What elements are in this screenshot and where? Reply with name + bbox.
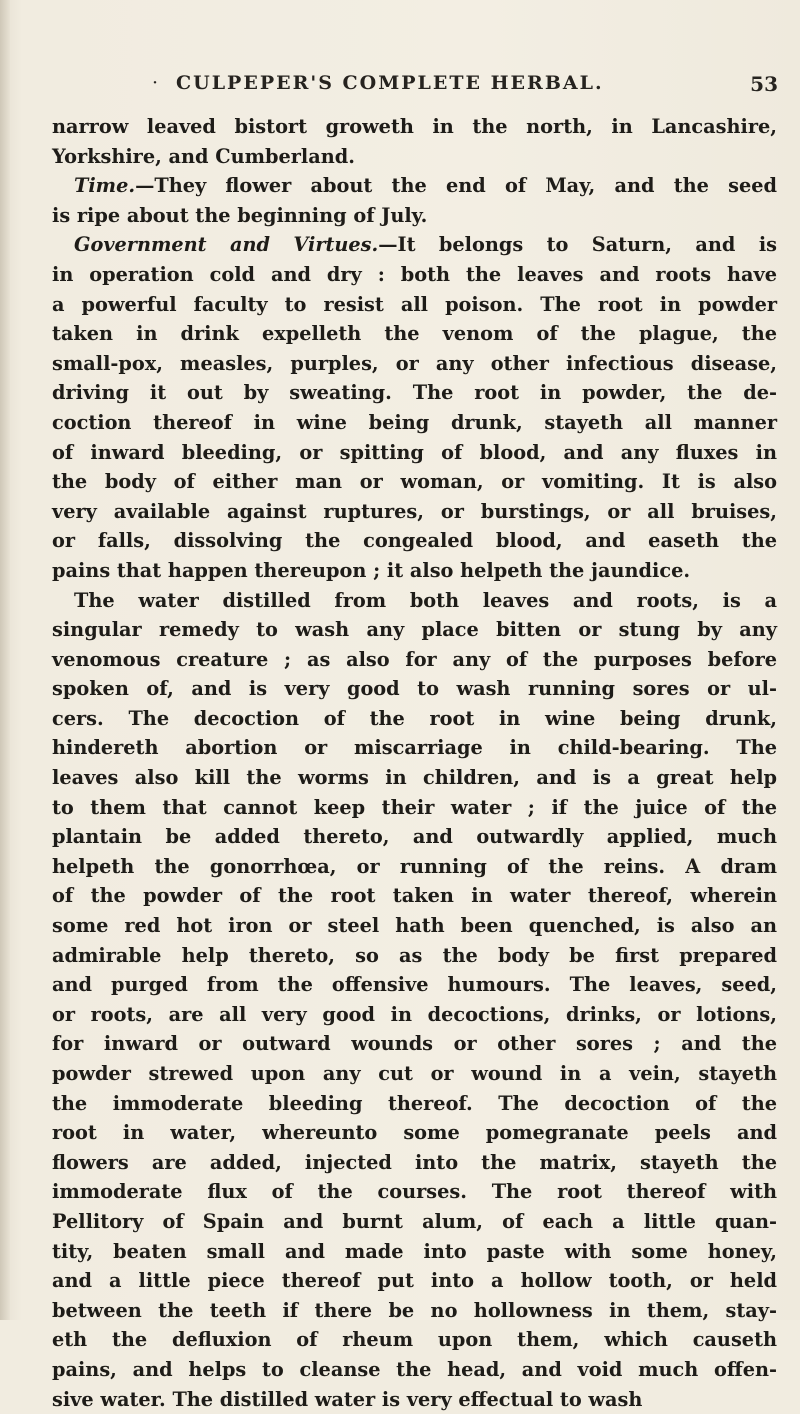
text-line: tity, beaten small and made into paste with some honey, xyxy=(52,1239,777,1263)
header-dot: · xyxy=(152,72,159,94)
text-segment: —They flower about the end of May, and the seed xyxy=(135,174,777,198)
text-line: driving it out by sweating. The root in powder, the de- xyxy=(52,381,777,405)
text-line: immoderate flux of the courses. The root thereof with xyxy=(52,1180,777,1204)
text-line: cers. The decoction of the root in wine being drunk, xyxy=(52,706,777,730)
text-line: venomous creature ; as also for any of the purposes before xyxy=(52,647,777,671)
text-line: Yorkshire, and Cumberland. xyxy=(52,144,355,168)
text-line: The water distilled from both leaves and roots, is a xyxy=(74,588,777,612)
page-header xyxy=(52,72,778,112)
text-line: is ripe about the beginning of July. xyxy=(52,203,428,227)
text-line xyxy=(52,171,777,201)
text-line: of inward bleeding, or spitting of blood, and any fluxes in xyxy=(52,440,777,464)
text-line: narrow leaved bistort groweth in the north, in Lancashire, xyxy=(52,115,777,138)
text-line: spoken of, and is very good to wash running sores or ul- xyxy=(52,677,777,701)
text-line: the body of either man or woman, or vomiting. It is also xyxy=(52,470,777,494)
text-line: root in water, whereunto some pomegranate peels and xyxy=(52,1121,777,1145)
section-label-time: Time. xyxy=(74,174,136,198)
text-line: and a little piece thereof put into a hollow tooth, or held xyxy=(52,1269,777,1293)
text-line xyxy=(52,230,777,260)
body-text xyxy=(52,112,777,1414)
text-line: very available against ruptures, or burstings, or all bruises, xyxy=(52,499,777,523)
text-line: between the teeth if there be no hollowness in them, stay- xyxy=(52,1298,777,1322)
text-line: flowers are added, injected into the matrix, stayeth the xyxy=(52,1150,777,1174)
text-line: coction thereof in wine being drunk, stayeth all manner xyxy=(52,410,777,434)
text-line: admirable help thereto, so as the body be first prepared xyxy=(52,943,777,967)
text-line: or falls, dissolving the congealed blood, and easeth the xyxy=(52,529,777,553)
text-line: Pellitory of Spain and burnt alum, of each a little quan- xyxy=(52,1209,777,1233)
text-line: eth the defluxion of rheum upon them, which causeth xyxy=(52,1328,777,1352)
text-line: leaves also kill the worms in children, and is a great help xyxy=(52,766,777,790)
text-line: to them that cannot keep their water ; if the juice of the xyxy=(52,795,777,819)
page-gutter xyxy=(0,0,10,1320)
text-line: singular remedy to wash any place bitten or stung by any xyxy=(52,618,777,642)
text-line: small-pox, measles, purples, or any other infectious disease, xyxy=(52,351,777,375)
text-line: and purged from the offensive humours. The leaves, seed, xyxy=(52,973,777,997)
text-line: some red hot iron or steel hath been quenched, is also an xyxy=(52,914,777,938)
text-line: sive water. The distilled water is very effectual to wash xyxy=(52,1387,643,1411)
text-line: taken in drink expelleth the venom of the plague, the xyxy=(52,322,777,346)
text-line: plantain be added thereto, and outwardly applied, much xyxy=(52,825,777,849)
running-head: CULPEPER'S COMPLETE HERBAL. xyxy=(176,72,604,94)
text-line: hindereth abortion or miscarriage in child-bearing. The xyxy=(52,736,777,760)
text-line: of the powder of the root taken in water thereof, wherein xyxy=(52,884,777,908)
text-line: a powerful faculty to resist all poison. The root in powder xyxy=(52,292,777,316)
text-line: in operation cold and dry : both the leaves and roots have xyxy=(52,262,777,286)
text-line: for inward or outward wounds or other sores ; and the xyxy=(52,1032,777,1056)
text-line: helpeth the gonorrhœa, or running of the reins. A dram xyxy=(52,854,777,878)
text-line: pains that happen thereupon ; it also helpeth the jaundice. xyxy=(52,558,691,582)
page-number: 53 xyxy=(750,72,778,96)
text-line: pains, and helps to cleanse the head, and void much offen- xyxy=(52,1357,777,1381)
text-line: the immoderate bleeding thereof. The decoction of the xyxy=(52,1091,777,1115)
text-segment: —It belongs to Saturn, and is xyxy=(378,233,778,257)
text-line: powder strewed upon any cut or wound in a vein, stayeth xyxy=(52,1062,777,1085)
text-line: or roots, are all very good in decoctions, drinks, or lotions, xyxy=(52,1002,777,1026)
section-label-government: Government and Virtues. xyxy=(74,233,379,257)
